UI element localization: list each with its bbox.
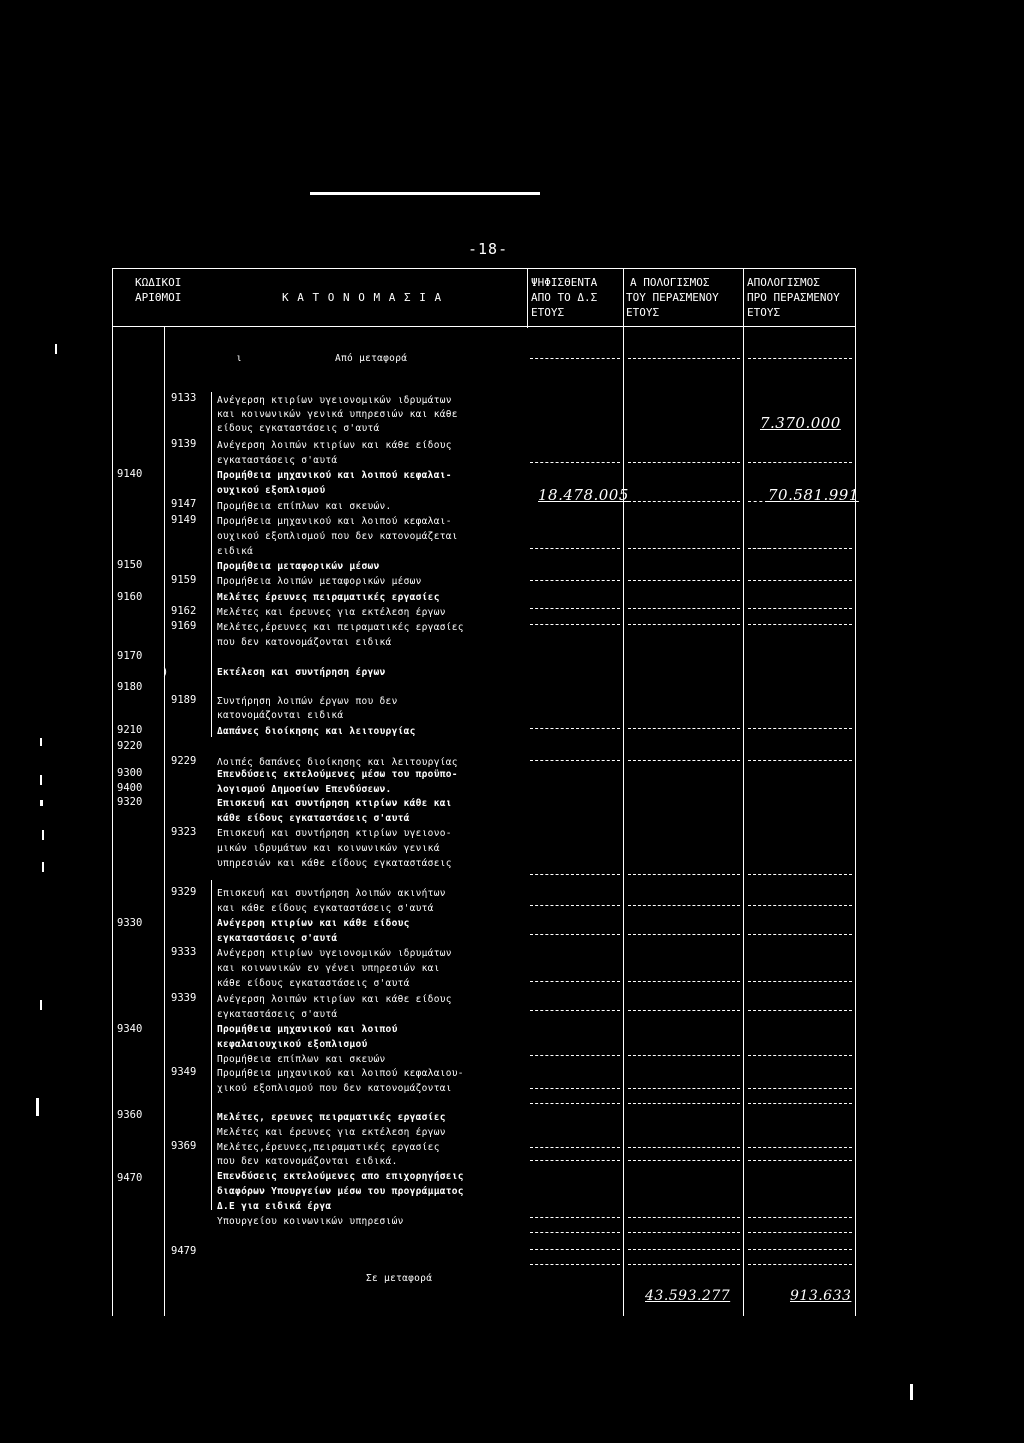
- amount-dash: [628, 1217, 740, 1218]
- row-description: που δεν κατονομάζονται ειδικά.: [217, 1156, 398, 1167]
- row-description: Προμήθεια μεταφορικών μέσων: [217, 561, 380, 572]
- amount-dash: [530, 624, 620, 625]
- amount-dash: [748, 1147, 852, 1148]
- row-main-code: 9220: [117, 740, 143, 752]
- row-sub-code: 9349: [171, 1066, 197, 1078]
- actual-header-1: Α ΠΟΛΟΓΙΣΜΟΣ: [630, 276, 710, 289]
- amount-dash: [628, 1010, 740, 1011]
- voted-header-2: ΑΠΟ ΤΟ Δ.Σ: [531, 291, 598, 304]
- row-description: Ανέγερση λοιπών κτιρίων και κάθε είδους: [217, 440, 452, 451]
- amount-dash: [530, 1160, 620, 1161]
- subcode-divider-2: [211, 880, 212, 1210]
- amount-dash: [530, 981, 620, 982]
- row-description: Προμήθεια επίπλων και σκευών: [217, 1054, 386, 1065]
- amount-dash: [628, 1160, 740, 1161]
- row-sub-code: 9333: [171, 946, 197, 958]
- row-main-code: 9340: [117, 1023, 143, 1035]
- row-description: λογισμού Δημοσίων Επενδύσεων.: [217, 784, 392, 795]
- row-description: Προμήθεια μηχανικού και λοιπού κεφαλαι-: [217, 470, 452, 481]
- row-main-code: 9320: [117, 796, 143, 808]
- row-description: εγκαταστάσεις σ'αυτά: [217, 933, 338, 944]
- row-description: μικών ιδρυμάτων και κοινωνικών γενικά: [217, 843, 440, 854]
- row-description: κάθε είδους εγκαταστάσεις σ'αυτά: [217, 813, 410, 824]
- row-description: Λοιπές δαπάνες διοίκησης και λειτουργίας: [217, 757, 458, 768]
- actual-header-3: ΕΤΟΥΣ: [626, 306, 660, 319]
- amount-dash: [530, 874, 620, 875]
- row-description: Μελέτες και έρευνες για εκτέλεση έργων: [217, 607, 446, 618]
- amount-dash: [748, 608, 852, 609]
- row-description: διαφόρων Υπουργείων μέσω του προγράμματος: [217, 1186, 464, 1197]
- scan-speck: [910, 1384, 913, 1400]
- row-sub-code: 9147: [171, 498, 197, 510]
- amount-dash: [628, 874, 740, 875]
- amount-dash: [628, 501, 740, 502]
- row-description: Προμήθεια επίπλων και σκευών.: [217, 501, 392, 512]
- row-sub-code: 9162: [171, 605, 197, 617]
- row-description: ειδικά: [217, 546, 254, 557]
- row-description: εγκαταστάσεις σ'αυτά: [217, 1009, 338, 1020]
- row-main-code: 9300: [117, 767, 143, 779]
- amount-dash: [530, 934, 620, 935]
- total-prior: 913.633: [790, 1288, 852, 1304]
- row-sub-code: 9189: [171, 694, 197, 706]
- row-main-code: 9400: [117, 782, 143, 794]
- row-main-code: 9170: [117, 650, 143, 662]
- row-main-code: 9210: [117, 724, 143, 736]
- row-description: Επισκευή και συντήρηση κτιρίων υγειονο-: [217, 828, 452, 839]
- amount-dash: [628, 1264, 740, 1265]
- row-sub-code: 9323: [171, 826, 197, 838]
- row-description: Δ.Ε για ειδικά έργα: [217, 1201, 332, 1212]
- amount-dash: [748, 462, 852, 463]
- amount-dash: [748, 1055, 852, 1056]
- codes-header-2: ΑΡΙΘΜΟΙ: [135, 291, 182, 304]
- carried-forward-label: Από μεταφορά: [335, 353, 408, 364]
- row-sub-code: 9139: [171, 438, 197, 450]
- row-description: Επισκευή και συντήρηση κτιρίων κάθε και: [217, 798, 452, 809]
- amount-dash: [628, 462, 740, 463]
- amount-dash: [530, 728, 620, 729]
- row-description: και κάθε είδους εγκαταστάσεις σ'αυτά: [217, 903, 434, 914]
- amount-dash: [530, 1055, 620, 1056]
- row-description: Προμήθεια λοιπών μεταφορικών μέσων: [217, 576, 422, 587]
- amount-dash: [530, 358, 620, 359]
- scan-speck: [40, 775, 42, 785]
- header-rule: [112, 326, 856, 327]
- amount-dash: [748, 728, 852, 729]
- row-main-code: 9160: [117, 591, 143, 603]
- scan-speck: [40, 738, 42, 746]
- amount-dash: [748, 1088, 852, 1089]
- row-description: υπηρεσιών και κάθε είδους εγκαταστάσεις: [217, 858, 452, 869]
- row-description: κεφαλαιουχικού εξοπλισμού: [217, 1039, 368, 1050]
- row-description: Προμήθεια μηχανικού και λοιπού κεφαλαι-: [217, 516, 452, 527]
- row-description: Δαπάνες διοίκησης και λειτουργίας: [217, 726, 416, 737]
- scan-speck: [40, 800, 43, 806]
- scan-speck: [42, 830, 44, 840]
- bracket-mark: ): [162, 666, 169, 678]
- amount-dash: [628, 358, 740, 359]
- scan-speck: [55, 344, 57, 354]
- amount-dash: [530, 905, 620, 906]
- amount-dash: [748, 760, 852, 761]
- row-sub-code: 9159: [171, 574, 197, 586]
- codes-divider: [164, 326, 165, 1316]
- row-description: Μελέτες,έρευνες,πειραματικές εργασίες: [217, 1142, 440, 1153]
- amount-dash: [748, 1103, 852, 1104]
- row-description: Ανέγερση κτιρίων υγειονομικών ιδρυμάτων: [217, 395, 452, 406]
- amount-dash: [748, 874, 852, 875]
- amount-dash: [530, 1103, 620, 1104]
- page-number: -18-: [468, 240, 509, 258]
- amount-dash: [628, 1249, 740, 1250]
- amount-prior-9133: 7.370.000: [760, 414, 841, 432]
- amount-dash: [748, 624, 852, 625]
- amount-dash: [628, 1055, 740, 1056]
- amount-dash: [628, 934, 740, 935]
- row-description: είδους εγκαταστάσεις σ'αυτά: [217, 423, 380, 434]
- amount-dash: [530, 1147, 620, 1148]
- row-description: χικού εξοπλισμού που δεν κατονομάζονται: [217, 1083, 452, 1094]
- row-description: Ανέγερση κτιρίων υγειονομικών ιδρυμάτων: [217, 948, 452, 959]
- row-description: Υπουργείου κοινωνικών υπηρεσιών: [217, 1216, 404, 1227]
- row-description: Μελέτες,έρευνες και πειραματικές εργασίες: [217, 622, 464, 633]
- amount-dash: [628, 1088, 740, 1089]
- amount-dash: [628, 624, 740, 625]
- row-description: Ανέγερση λοιπών κτιρίων και κάθε είδους: [217, 994, 452, 1005]
- amount-dash: [628, 1147, 740, 1148]
- amount-dash: [748, 358, 852, 359]
- amount-dash: [748, 1264, 852, 1265]
- right-rule: [855, 268, 856, 1316]
- amount-dash: [530, 462, 620, 463]
- amount-dash: [628, 580, 740, 581]
- amount-dash: [530, 1010, 620, 1011]
- carried-forward-mark: ι: [236, 353, 243, 364]
- voted-header-1: ΨΗΦΙΣΘΕΝΤΑ: [531, 276, 598, 289]
- amount-dash: [748, 981, 852, 982]
- amount-dash: [628, 981, 740, 982]
- actual-header-2: ΤΟΥ ΠΕΡΑΣΜΕΝΟΥ: [626, 291, 719, 304]
- row-description: Επενδύσεις εκτελούμενες μέσω του προϋπο-: [217, 769, 458, 780]
- amount-prior-9147: 70.581.991: [768, 486, 859, 504]
- row-description: εγκαταστάσεις σ'αυτά: [217, 455, 338, 466]
- row-description: και κοινωνικών γενικά υπηρεσιών και κάθε: [217, 409, 458, 420]
- row-description: Μελέτες έρευνες πειραματικές εργασίες: [217, 592, 440, 603]
- amount-dash: [628, 1103, 740, 1104]
- row-description: ουχικού εξοπλισμού που δεν κατονομάζεται: [217, 531, 458, 542]
- subcode-divider-1: [211, 392, 212, 737]
- left-rule: [112, 268, 113, 1316]
- row-main-code: 9470: [117, 1172, 143, 1184]
- amount-dash: [530, 1088, 620, 1089]
- row-main-code: 9360: [117, 1109, 143, 1121]
- amount-dash: [530, 548, 620, 549]
- amount-dash: [748, 934, 852, 935]
- voted-divider: [527, 268, 528, 328]
- codes-header-1: ΚΩΔΙΚΟΙ: [135, 276, 182, 289]
- amount-dash: [530, 1217, 620, 1218]
- row-description: και κοινωνικών εν γένει υπηρεσιών και: [217, 963, 440, 974]
- amount-dash: [628, 1232, 740, 1233]
- amount-dash: [530, 608, 620, 609]
- amount-actual-9147: 18.478.005: [538, 486, 629, 504]
- amount-dash: [748, 580, 852, 581]
- row-main-code: 9180: [117, 681, 143, 693]
- actual-divider: [623, 268, 624, 1316]
- total-actual: 43.593.277: [645, 1288, 731, 1304]
- scan-artifact-bar: [310, 192, 540, 195]
- row-description: Ανέγερση κτιρίων και κάθε είδους: [217, 918, 410, 929]
- row-description: κάθε είδους εγκαταστάσεις σ'αυτά: [217, 978, 410, 989]
- row-sub-code: 9479: [171, 1245, 197, 1257]
- amount-dash: [530, 1249, 620, 1250]
- row-description: Μελέτες και έρευνες για εκτέλεση έργων: [217, 1127, 446, 1138]
- amount-dash: [530, 1232, 620, 1233]
- amount-dash: [748, 1160, 852, 1161]
- amount-dash: [748, 1010, 852, 1011]
- amount-dash: [628, 728, 740, 729]
- prior-divider: [743, 268, 744, 1316]
- amount-dash: [748, 1249, 852, 1250]
- row-description: κατονομάζονται ειδικά: [217, 710, 344, 721]
- row-sub-code: 9133: [171, 392, 197, 404]
- carry-over-label: Σε μεταφορά: [366, 1273, 433, 1284]
- row-description: Μελέτες, ερευνες πειραματικές εργασίες: [217, 1112, 446, 1123]
- row-description: Επισκευή και συντήρηση λοιπών ακινήτων: [217, 888, 446, 899]
- amount-dash: [628, 548, 740, 549]
- row-main-code: 9330: [117, 917, 143, 929]
- row-description: Προμήθεια μηχανικού και λοιπού κεφαλαιου-: [217, 1068, 464, 1079]
- row-description: Επενδύσεις εκτελούμενες απο επιχορηγήσεις: [217, 1171, 464, 1182]
- row-sub-code: 9329: [171, 886, 197, 898]
- amount-dash: [748, 905, 852, 906]
- categories-header: Κ Α Τ Ο Ν Ο Μ Α Σ Ι Α: [282, 291, 443, 304]
- row-sub-code: 9149: [171, 514, 197, 526]
- amount-dash: [748, 501, 768, 502]
- row-sub-code: 9169: [171, 620, 197, 632]
- row-description: Συντήρηση λοιπών έργων που δεν: [217, 696, 398, 707]
- scan-speck: [42, 862, 44, 872]
- row-description: Εκτέλεση και συντήρηση έργων: [217, 667, 386, 678]
- top-rule: [112, 268, 856, 269]
- row-description: ουχικού εξοπλισμού: [217, 485, 326, 496]
- amount-dash: [530, 760, 620, 761]
- amount-dash: [530, 1264, 620, 1265]
- scan-speck: [40, 1000, 42, 1010]
- voted-header-3: ΕΤΟΥΣ: [531, 306, 565, 319]
- amount-dash: [748, 1217, 852, 1218]
- row-description: που δεν κατονομάζονται ειδικά: [217, 637, 392, 648]
- row-sub-code: 9369: [171, 1140, 197, 1152]
- prior-header-2: ΠΡΟ ΠΕΡΑΣΜΕΝΟΥ: [747, 291, 840, 304]
- amount-dash: [748, 1232, 852, 1233]
- amount-dash: [628, 608, 740, 609]
- amount-dash: [530, 580, 620, 581]
- row-sub-code: 9339: [171, 992, 197, 1004]
- prior-header-1: ΑΠΟΛΟΓΙΣΜΟΣ: [747, 276, 820, 289]
- row-main-code: 9140: [117, 468, 143, 480]
- amount-dash: [628, 760, 740, 761]
- amount-dash: [748, 548, 770, 549]
- prior-header-3: ΕΤΟΥΣ: [747, 306, 781, 319]
- row-description: Προμήθεια μηχανικού και λοιπού: [217, 1024, 398, 1035]
- row-sub-code: 9229: [171, 755, 197, 767]
- amount-dash: [628, 905, 740, 906]
- scan-speck: [36, 1098, 39, 1116]
- row-main-code: 9150: [117, 559, 143, 571]
